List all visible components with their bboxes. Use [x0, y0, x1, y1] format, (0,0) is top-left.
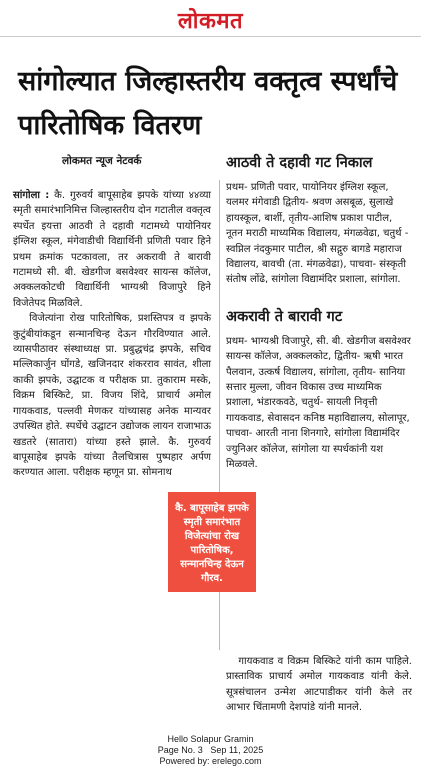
section-heading-11-12: अकरावी ते बारावी गट — [226, 308, 343, 325]
article-body-left — [13, 188, 211, 481]
section-heading-8-10: आठवी ते दहावी गट निकाल — [226, 155, 373, 171]
masthead — [0, 0, 421, 36]
masthead-divider — [0, 36, 421, 37]
article-paragraph — [13, 311, 211, 480]
results-column — [226, 154, 412, 473]
footer-powered-by: Powered by: erelego.com — [159, 756, 262, 766]
footer-publication: Hello Solapur Gramin — [167, 734, 254, 744]
paragraph-text: विजेत्यांना रोख पारितोषिक, प्रशस्तिपत्र व झपके कुटुंबीयांकडून सन्मानचिन्ह देऊन गौरविण्यात आले. व्यासपीठावर संस्थाध्यक्ष प्रा. प्रबुद्धचंद्र झपके, सचिव मल्लिकार्जुन घोंगडे, खजिनदार शंकरराव सावंत, शीला काकी झपके, उद्घाटक व परीक्षक प्रा. तुकाराम मस्के, विक्रम बिस्किटे, प्रा. विजय शिंदे, प्राचार्य अमोल गायकवाड, पल्लवी मेणकर यांच्यासह अनेक मान्यवर उपस्थित होते. स्पर्धेचे उद्घाटन उद्योजक लायन राजाभाऊ खडतरे (सातारा) यांच्या हस्ते झाले. कै. गुरुवर्य बापूसाहेब झपके यांच्या तैलचित्रास पुष्पहार अर्पण करण्यात आला. परीक्षक म्हणून प्रा. सोमनाथ — [13, 313, 211, 479]
article-paragraph — [13, 188, 211, 311]
results-11-12: प्रथम- भाग्यश्री विजापुरे, सी. बी. खेडगीज बसवेश्वर सायन्स कॉलेज, अक्कलकोट, द्वितीय- ऋषी भारत पैलवान, उत्कर्ष विद्यालय, सांगोला, तृतीय- सानिया सत्तार मुल्ला, जीवन विकास उच्च माध्यमिक प्रशाला, भंडारकवठे, चतुर्थ- सायली निवृत्ती गायकवाड, सेवासदन कनिष्ठ महाविद्यालय, सोलापूर, पाचवा- आरती नाना शिनगारे, सांगोला विद्यामंदिर ज्युनिअर कॉलेज, सांगोला या स्पर्धकांनी यश मिळवले. — [226, 335, 411, 471]
dateline-place: सांगोला : — [13, 190, 50, 201]
results-8-10: प्रथम- प्रणिती पवार, पायोनियर इंग्लिश स्कूल, यलमर मंगेवाडी द्वितीय- श्रवण असबूळ, सुलाखे हायस्कूल, बार्शी, तृतीय-आशिष प्रकाश पाटील, नूतन मराठी माध्यमिक विद्यालय, मंगळवेढा, चतुर्थ - स्वप्निल नंदकुमार पाटील, श्री सद्गुरु बागडे महाराज विद्यालय, बावची (ता. मंगळवेढा), पाचवा- संस्कृती संतोष लोंढे, सांगोला विद्यामंदिर प्रशाला, सांगोला. — [226, 182, 409, 286]
lokmat-logo: लोकमत — [177, 9, 244, 34]
article-continuation — [226, 654, 412, 716]
continuation-text: गायकवाड व विक्रम बिस्किटे यांनी काम पाहिले. प्रास्ताविक प्राचार्य अमोल गायकवाड यांनी केले. सूत्रसंचालन उन्मेश आटपाडीकर यांनी केले तर आभार चिंतामणी देशपांडे यांनी मानले. — [226, 656, 412, 714]
page-footer — [0, 734, 421, 767]
article-headline: सांगोल्यात जिल्हास्तरीय वक्तृत्व स्पर्धांचे पारितोषिक वितरण — [18, 66, 398, 141]
footer-page-date: Page No. 3 Sep 11, 2025 — [157, 745, 264, 755]
pull-quote: कै. बापूसाहेब झपके स्मृती समारंभात विजेत्यांचा रोख पारितोषिक, सन्मानचिन्ह देऊन गौरव. — [168, 492, 256, 592]
paragraph-text: कै. गुरुवर्य बापूसाहेब झपके यांच्या ४४व्या स्मृती समारंभानिमित्त जिल्हास्तरीय दोन गटातील वक्तृत्व स्पर्धेत इयत्ता आठवी ते दहावी गटामध्ये पायोनियर इंग्लिश स्कूल, मंगेवाडीची विद्यार्थिनी प्रणिती पवार हिने प्रथम क्रमांक पटकावला, तर अकरावी ते बारावी गटामध्ये सी. बी. खेडगीज बसवेश्वर सायन्स कॉलेज, अक्कलकोटची विद्यार्थिनी भाग्यश्री विजापुरे हिने विजेतेपद मिळविले. — [13, 190, 211, 309]
byline: लोकमत न्यूज नेटवर्क — [62, 155, 142, 167]
